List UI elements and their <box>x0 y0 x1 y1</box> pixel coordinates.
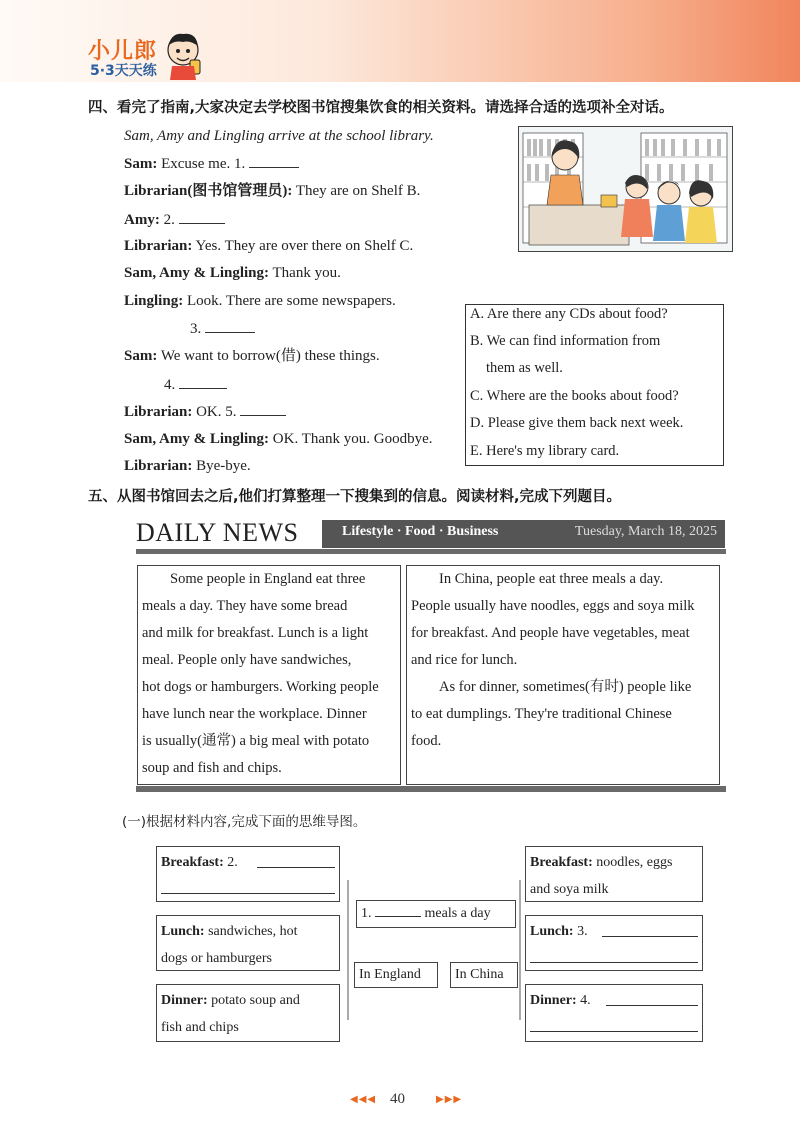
mindmap-center-meals: 1. meals a day <box>356 900 516 928</box>
dialog-line-10: Librarian: OK. 5. <box>124 401 286 422</box>
mindmap-england-dinner: Dinner: potato soup and fish and chips <box>156 984 340 1042</box>
mindmap-in-china: In China <box>450 962 518 988</box>
mindmap-china-dinner: Dinner: 4. <box>525 984 703 1042</box>
mascot-icon <box>160 30 206 80</box>
option-b: B. We can find information from <box>470 333 661 349</box>
news-text-line: As for dinner, sometimes(有时) people like <box>439 679 692 695</box>
news-text-line: People usually have noodles, eggs and soya milk <box>411 598 695 614</box>
answer-blank-5[interactable] <box>240 401 286 416</box>
answer-blank-mm-4a[interactable] <box>606 1005 698 1006</box>
news-text-line: meal. People only have sandwiches, <box>142 652 352 668</box>
page-number: 40 <box>390 1091 405 1107</box>
answer-blank-1[interactable] <box>249 153 299 168</box>
dialog-line-2: Librarian(图书馆管理员): They are on Shelf B. <box>124 183 421 199</box>
answer-blank-mm-2b[interactable] <box>161 893 335 894</box>
mindmap-england-lunch: Lunch: sandwiches, hot dogs or hamburgers <box>156 915 340 971</box>
dialog-line-9: 4. <box>164 374 227 395</box>
news-text-line: hot dogs or hamburgers. Working people <box>142 679 379 695</box>
series-label: 5·3天天练 <box>90 63 157 79</box>
dialog-line-5: Sam, Amy & Lingling: Thank you. <box>124 265 341 281</box>
mindmap-connectors <box>340 870 530 1030</box>
answer-blank-mm-3b[interactable] <box>530 962 698 963</box>
option-b-cont: them as well. <box>486 360 563 376</box>
section-5-title: 五、从图书馆回去之后,他们打算整理一下搜集到的信息。阅读材料,完成下列题目。 <box>88 489 622 505</box>
option-c: C. Where are the books about food? <box>470 388 679 404</box>
news-text-line: food. <box>411 733 442 749</box>
answer-blank-mm-4b[interactable] <box>530 1031 698 1032</box>
news-column-england <box>137 565 401 785</box>
scene-description: Sam, Amy and Lingling arrive at the school library. <box>124 128 434 144</box>
mindmap-china-lunch: Lunch: 3. <box>525 915 703 971</box>
news-text-line: Some people in England eat three <box>170 571 366 587</box>
news-rule-bottom <box>136 786 726 792</box>
mindmap-china-breakfast: Breakfast: noodles, eggs and soya milk <box>525 846 703 902</box>
dialog-line-3: Amy: 2. <box>124 209 225 230</box>
dialog-line-11: Sam, Amy & Lingling: OK. Thank you. Goodbye. <box>124 431 433 447</box>
mindmap-in-england: In England <box>354 962 438 988</box>
news-categories: Lifestyle · Food · Business <box>342 524 499 539</box>
news-text-line: soup and fish and chips. <box>142 760 282 776</box>
news-text-line: and milk for breakfast. Lunch is a light <box>142 625 369 641</box>
dialog-line-4: Librarian: Yes. They are over there on Shelf C. <box>124 238 414 254</box>
news-text-line: to eat dumplings. They're traditional Chinese <box>411 706 672 722</box>
dialog-line-12: Librarian: Bye-bye. <box>124 458 251 474</box>
dialog-line-6: Lingling: Look. There are some newspapers. <box>124 293 396 309</box>
news-text-line: have lunch near the workplace. Dinner <box>142 706 367 722</box>
option-d: D. Please give them back next week. <box>470 415 684 431</box>
answer-blank-mm-2a[interactable] <box>257 867 335 868</box>
option-a: A. Are there any CDs about food? <box>470 306 668 322</box>
news-text-line: for breakfast. And people have vegetables, meat <box>411 625 690 641</box>
answer-blank-3[interactable] <box>205 318 255 333</box>
answer-blank-2[interactable] <box>179 209 225 224</box>
news-text-line: and rice for lunch. <box>411 652 518 668</box>
news-text-line: In China, people eat three meals a day. <box>439 571 664 587</box>
dialog-line-1: Sam: Excuse me. 1. <box>124 153 299 174</box>
news-title: DAILY NEWS <box>136 518 299 547</box>
news-rule-top <box>136 549 726 554</box>
subquestion-1-title: (一)根据材料内容,完成下面的思维导图。 <box>122 814 367 830</box>
options-box <box>465 304 724 466</box>
answer-blank-4[interactable] <box>179 374 227 389</box>
next-arrows-icon: ▶▶▶ <box>436 1094 463 1105</box>
dialog-line-8: Sam: We want to borrow(借) these things. <box>124 348 380 364</box>
option-e: E. Here's my library card. <box>470 443 620 459</box>
brand-logo: 小儿郎 <box>88 39 158 64</box>
answer-blank-mm-1[interactable] <box>375 904 421 917</box>
news-text-line: meals a day. They have some bread <box>142 598 348 614</box>
dialog-line-7: 3. <box>190 318 255 339</box>
news-band <box>322 520 725 548</box>
prev-arrows-icon: ◀◀◀ <box>350 1094 377 1105</box>
mindmap-england-breakfast: Breakfast: 2. <box>156 846 340 902</box>
news-date: Tuesday, March 18, 2025 <box>574 524 717 539</box>
news-column-china <box>406 565 720 785</box>
news-text-line: is usually(通常) a big meal with potato <box>142 733 370 749</box>
section-4-title: 四、看完了指南,大家决定去学校图书馆搜集饮食的相关资料。请选择合适的选项补全对话。 <box>88 100 674 116</box>
library-illustration <box>518 126 733 252</box>
answer-blank-mm-3a[interactable] <box>602 936 698 937</box>
